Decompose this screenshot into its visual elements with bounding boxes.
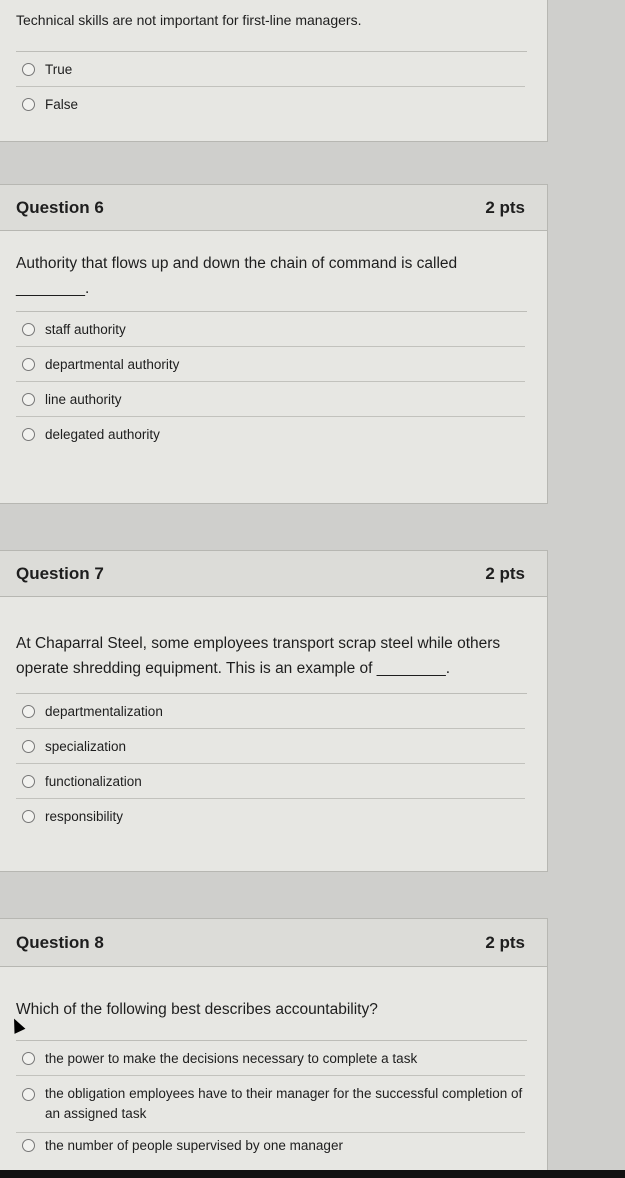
radio-button[interactable] [22,705,35,718]
option-label: the power to make the decisions necessary to complete a task [45,1050,418,1066]
option-label: responsibility [45,809,124,824]
option-label: staff authority [45,321,126,337]
question-6-text [16,231,547,301]
q8-option-3[interactable] [16,1133,525,1157]
radio-button[interactable] [22,63,35,76]
question-7-header [0,551,547,597]
q5-option-true[interactable] [16,52,525,87]
option-label: delegated authority [45,427,160,442]
question-6-title: Question 6 [16,197,104,217]
question-7-title: Question 7 [16,563,104,583]
radio-button[interactable] [22,1139,35,1152]
option-label: False [45,97,79,112]
q8-option-2[interactable] [16,1076,525,1133]
question-5-card [0,0,548,142]
question-7-card [0,550,548,872]
option-label: functionalization [45,773,142,789]
radio-button[interactable] [22,393,35,406]
question-6-text-main: Authority that flows up and down the chain of command is called [16,255,458,272]
radio-button[interactable] [22,98,35,111]
radio-button[interactable] [22,740,35,753]
question-8-body [0,967,547,1157]
radio-button[interactable] [22,810,35,823]
option-label: the obligation employees have to their manager for the successful completion of an assigned task [45,1086,523,1121]
q8-option-1[interactable] [16,1041,525,1076]
question-7-text: At Chaparral Steel, some employees transport scrap steel while others operate shredding equipment. This is an example of ________. [16,635,501,677]
q7-option-3[interactable] [16,764,525,799]
radio-button[interactable] [22,358,35,371]
q7-option-2[interactable] [16,729,525,764]
question-6-body [0,231,547,452]
option-label: departmental authority [45,356,180,372]
question-8-header [0,919,547,967]
radio-button[interactable] [22,775,35,788]
question-7-points: 2 pts [485,563,525,583]
option-label: the number of people supervised by one manager [45,1137,343,1153]
option-label: departmentalization [45,703,163,719]
radio-button[interactable] [22,1052,35,1065]
q5-option-false[interactable] [16,87,525,122]
radio-button[interactable] [22,428,35,441]
question-7-body [0,597,547,834]
screen-bottom-edge [0,1170,625,1178]
radio-button[interactable] [22,1088,35,1101]
option-label: True [45,61,73,77]
question-6-card [0,184,548,504]
q6-option-1[interactable] [16,312,525,347]
question-6-blank: ________. [16,280,90,297]
question-8-points: 2 pts [485,932,525,952]
q6-option-2[interactable] [16,347,525,382]
q7-option-1[interactable] [16,694,525,729]
radio-button[interactable] [22,323,35,336]
question-8-title: Question 8 [16,932,104,952]
q6-option-4[interactable] [16,417,525,452]
question-8-text: Which of the following best describes accountability? [16,1001,378,1018]
q6-option-3[interactable] [16,382,525,417]
option-label: line authority [45,391,122,407]
question-6-points: 2 pts [485,197,525,217]
q7-option-4[interactable] [16,799,525,834]
question-6-header [0,185,547,231]
question-8-card [0,918,548,1170]
question-5-text: Technical skills are not important for first-line managers. [16,12,362,28]
option-label: specialization [45,738,127,754]
question-5-body [0,0,547,122]
